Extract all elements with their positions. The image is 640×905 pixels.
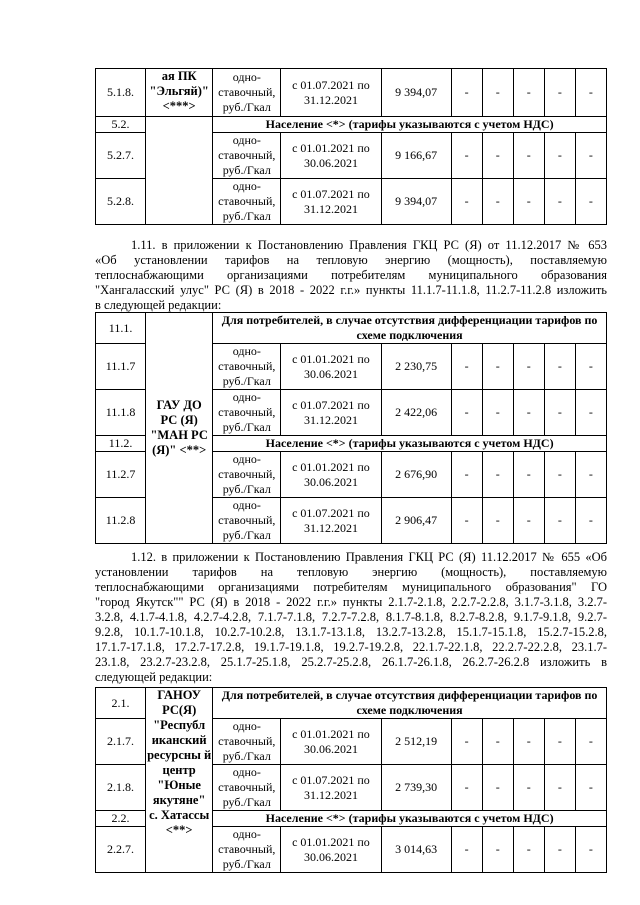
tariff-period: с 01.01.2021 по 30.06.2021 [281, 452, 381, 498]
tariff-period: с 01.01.2021 по 30.06.2021 [281, 344, 381, 390]
tariff-unit: одно-ставочный, руб./Гкал [213, 344, 281, 390]
organization-continuation [146, 117, 213, 133]
organization-name: ГАУ ДО РС (Я) "МАН РС (Я)" <**> [146, 313, 213, 544]
empty-cell: - [513, 133, 544, 179]
tariff-period: с 01.07.2021 по 31.12.2021 [281, 498, 381, 544]
tariff-unit: одно-ставочный, руб./Гкал [213, 765, 281, 811]
table-row [96, 133, 607, 179]
empty-cell: - [575, 719, 606, 765]
row-number: 11.1.8 [96, 390, 146, 436]
tariff-value: 9 166,67 [381, 133, 451, 179]
row-number: 5.2. [96, 117, 146, 133]
paragraph-line: "город Якутск"" РС (Я) в 2018 - 2022 г.г.» пункты 2.1.7-2.1.8, 2.2.7-2.2.8, 3.1.7-3.1.8, 3.2.7- [95, 595, 607, 609]
empty-cell: - [575, 390, 606, 436]
empty-cell: - [451, 179, 482, 225]
empty-cell: - [544, 344, 575, 390]
tariff-unit: одно-ставочный, руб./Гкал [213, 179, 281, 225]
empty-cell: - [482, 69, 513, 117]
paragraph-line: 17.1.7-17.1.8, 17.2.7-17.2.8, 19.1.7-19.1.8, 19.2.7-19.2.8, 22.1.7-22.1.8, 22.2.7-22.2.8, 23.1.7- [95, 640, 607, 654]
tariff-period: с 01.01.2021 по 30.06.2021 [281, 719, 381, 765]
row-number: 2.1. [96, 688, 146, 719]
empty-cell: - [513, 765, 544, 811]
empty-cell: - [575, 827, 606, 873]
section-heading: Для потребителей, в случае отсутствия дифференциации тарифов по схеме подключения [213, 313, 607, 344]
tariff-table-yunye-yakutyane [95, 687, 607, 873]
section-heading: Население <*> (тарифы указываются с учетом НДС) [213, 811, 607, 827]
empty-cell: - [544, 179, 575, 225]
paragraph-line: «Об установлении тарифов на тепловую энергию (мощность), поставляемую [95, 253, 607, 267]
empty-cell: - [482, 452, 513, 498]
empty-cell: - [544, 69, 575, 117]
empty-cell: - [451, 390, 482, 436]
empty-cell: - [544, 390, 575, 436]
table-row [96, 179, 607, 225]
paragraph-line: следующей редакции: [95, 670, 213, 684]
row-number: 2.1.8. [96, 765, 146, 811]
empty-cell: - [482, 827, 513, 873]
empty-cell: - [513, 719, 544, 765]
empty-cell: - [544, 719, 575, 765]
row-number: 11.2. [96, 436, 146, 452]
tariff-unit: одно-ставочный, руб./Гкал [213, 827, 281, 873]
tariff-value: 3 014,63 [381, 827, 451, 873]
empty-cell: - [451, 827, 482, 873]
empty-cell: - [575, 344, 606, 390]
paragraph-line: теплоснабжающими организациями потребителям муниципального образования [95, 268, 607, 282]
table-section-row [96, 688, 607, 719]
paragraph-line: 1.11. в приложении к Постановлению Правления ГКЦ РС (Я) от 11.12.2017 № 653 [131, 238, 607, 252]
empty-cell: - [451, 498, 482, 544]
row-number: 2.1.7. [96, 719, 146, 765]
tariff-period: с 01.07.2021 по 31.12.2021 [281, 69, 381, 117]
empty-cell: - [482, 179, 513, 225]
empty-cell: - [575, 452, 606, 498]
tariff-value: 9 394,07 [381, 179, 451, 225]
tariff-unit: одно-ставочный, руб./Гкал [213, 498, 281, 544]
paragraph-line: "Хангаласский улус" РС (Я) в 2018 - 2022 г.г.» пункты 11.1.7-11.1.8, 11.2.7-11.2.8 изложить [95, 283, 607, 297]
tariff-value: 2 422,06 [381, 390, 451, 436]
empty-cell: - [482, 390, 513, 436]
empty-cell: - [482, 719, 513, 765]
empty-cell: - [451, 452, 482, 498]
row-number: 5.1.8. [96, 69, 146, 117]
empty-cell: - [544, 827, 575, 873]
tariff-value: 2 906,47 [381, 498, 451, 544]
empty-cell: - [513, 452, 544, 498]
organization-continuation [146, 179, 213, 225]
table-row [96, 69, 607, 117]
tariff-period: с 01.07.2021 по 31.12.2021 [281, 390, 381, 436]
empty-cell: - [575, 179, 606, 225]
tariff-period: с 01.01.2021 по 30.06.2021 [281, 827, 381, 873]
empty-cell: - [451, 69, 482, 117]
tariff-period: с 01.07.2021 по 31.12.2021 [281, 765, 381, 811]
paragraph-line: 9.2.8, 10.1.7-10.1.8, 10.2.7-10.2.8, 13.1.7-13.1.8, 13.2.7-13.2.8, 15.1.7-15.1.8, 15.2.7-15.2.8, [95, 625, 607, 639]
section-heading: Население <*> (тарифы указываются с учетом НДС) [213, 436, 607, 452]
empty-cell: - [513, 390, 544, 436]
row-number: 2.2. [96, 811, 146, 827]
empty-cell: - [451, 133, 482, 179]
empty-cell: - [513, 498, 544, 544]
section-heading: Население <*> (тарифы указываются с учетом НДС) [213, 117, 607, 133]
empty-cell: - [482, 344, 513, 390]
tariff-value: 9 394,07 [381, 69, 451, 117]
table-section-row [96, 117, 607, 133]
row-number: 11.2.7 [96, 452, 146, 498]
empty-cell: - [575, 765, 606, 811]
tariff-unit: одно-ставочный, руб./Гкал [213, 719, 281, 765]
empty-cell: - [482, 133, 513, 179]
tariff-value: 2 230,75 [381, 344, 451, 390]
tariff-unit: одно-ставочный, руб./Гкал [213, 133, 281, 179]
paragraph-1-12 [95, 550, 607, 685]
empty-cell: - [513, 179, 544, 225]
organization-name: ГАНОУ РС(Я) "Республ иканский ресурсны й центр "Юные якутяне" с. Хатассы <**> [146, 688, 213, 873]
tariff-period: с 01.01.2021 по 30.06.2021 [281, 133, 381, 179]
row-number: 5.2.7. [96, 133, 146, 179]
tariff-value: 2 739,30 [381, 765, 451, 811]
tariff-unit: одно-ставочный, руб./Гкал [213, 390, 281, 436]
row-number: 2.2.7. [96, 827, 146, 873]
empty-cell: - [544, 452, 575, 498]
empty-cell: - [544, 498, 575, 544]
empty-cell: - [482, 765, 513, 811]
empty-cell: - [513, 69, 544, 117]
paragraph-line: 3.2.8, 4.1.7-4.1.8, 4.2.7-4.2.8, 7.1.7-7.1.8, 7.2.7-7.2.8, 8.1.7-8.1.8, 8.2.7-8.2.8, 9.1.7-9.1.8, 9.2.7- [95, 610, 607, 624]
empty-cell: - [575, 69, 606, 117]
paragraph-line: 1.12. в приложении к Постановлению Правления ГКЦ РС (Я) 11.12.2017 № 655 «Об [131, 550, 607, 564]
paragraph-line: 23.1.8, 23.2.7-23.2.8, 25.1.7-25.1.8, 25.2.7-25.2.8, 26.1.7-26.1.8, 26.2.7-26.2.8 изложить в [95, 655, 607, 669]
organization-name: ая ПК "Эльгяй)" <***> [146, 69, 213, 117]
empty-cell: - [451, 719, 482, 765]
row-number: 11.1. [96, 313, 146, 344]
tariff-unit: одно-ставочный, руб./Гкал [213, 69, 281, 117]
empty-cell: - [575, 498, 606, 544]
empty-cell: - [544, 765, 575, 811]
row-number: 11.2.8 [96, 498, 146, 544]
paragraph-line: в следующей редакции: [95, 298, 222, 312]
paragraph-1-11 [95, 238, 607, 313]
tariff-value: 2 676,90 [381, 452, 451, 498]
organization-continuation [146, 133, 213, 179]
empty-cell: - [513, 827, 544, 873]
tariff-period: с 01.07.2021 по 31.12.2021 [281, 179, 381, 225]
empty-cell: - [482, 498, 513, 544]
tariff-table-elgyai [95, 68, 607, 225]
empty-cell: - [451, 344, 482, 390]
table-section-row [96, 313, 607, 344]
section-heading: Для потребителей, в случае отсутствия дифференциации тарифов по схеме подключения [213, 688, 607, 719]
paragraph-line: установлении тарифов на тепловую энергию (мощность), поставляемую [95, 565, 607, 579]
tariff-value: 2 512,19 [381, 719, 451, 765]
tariff-table-man [95, 312, 607, 544]
empty-cell: - [575, 133, 606, 179]
row-number: 11.1.7 [96, 344, 146, 390]
row-number: 5.2.8. [96, 179, 146, 225]
empty-cell: - [451, 765, 482, 811]
paragraph-line: теплоснабжающими организациями потребителям муниципального образования" ГО [95, 580, 607, 594]
empty-cell: - [544, 133, 575, 179]
tariff-unit: одно-ставочный, руб./Гкал [213, 452, 281, 498]
empty-cell: - [513, 344, 544, 390]
